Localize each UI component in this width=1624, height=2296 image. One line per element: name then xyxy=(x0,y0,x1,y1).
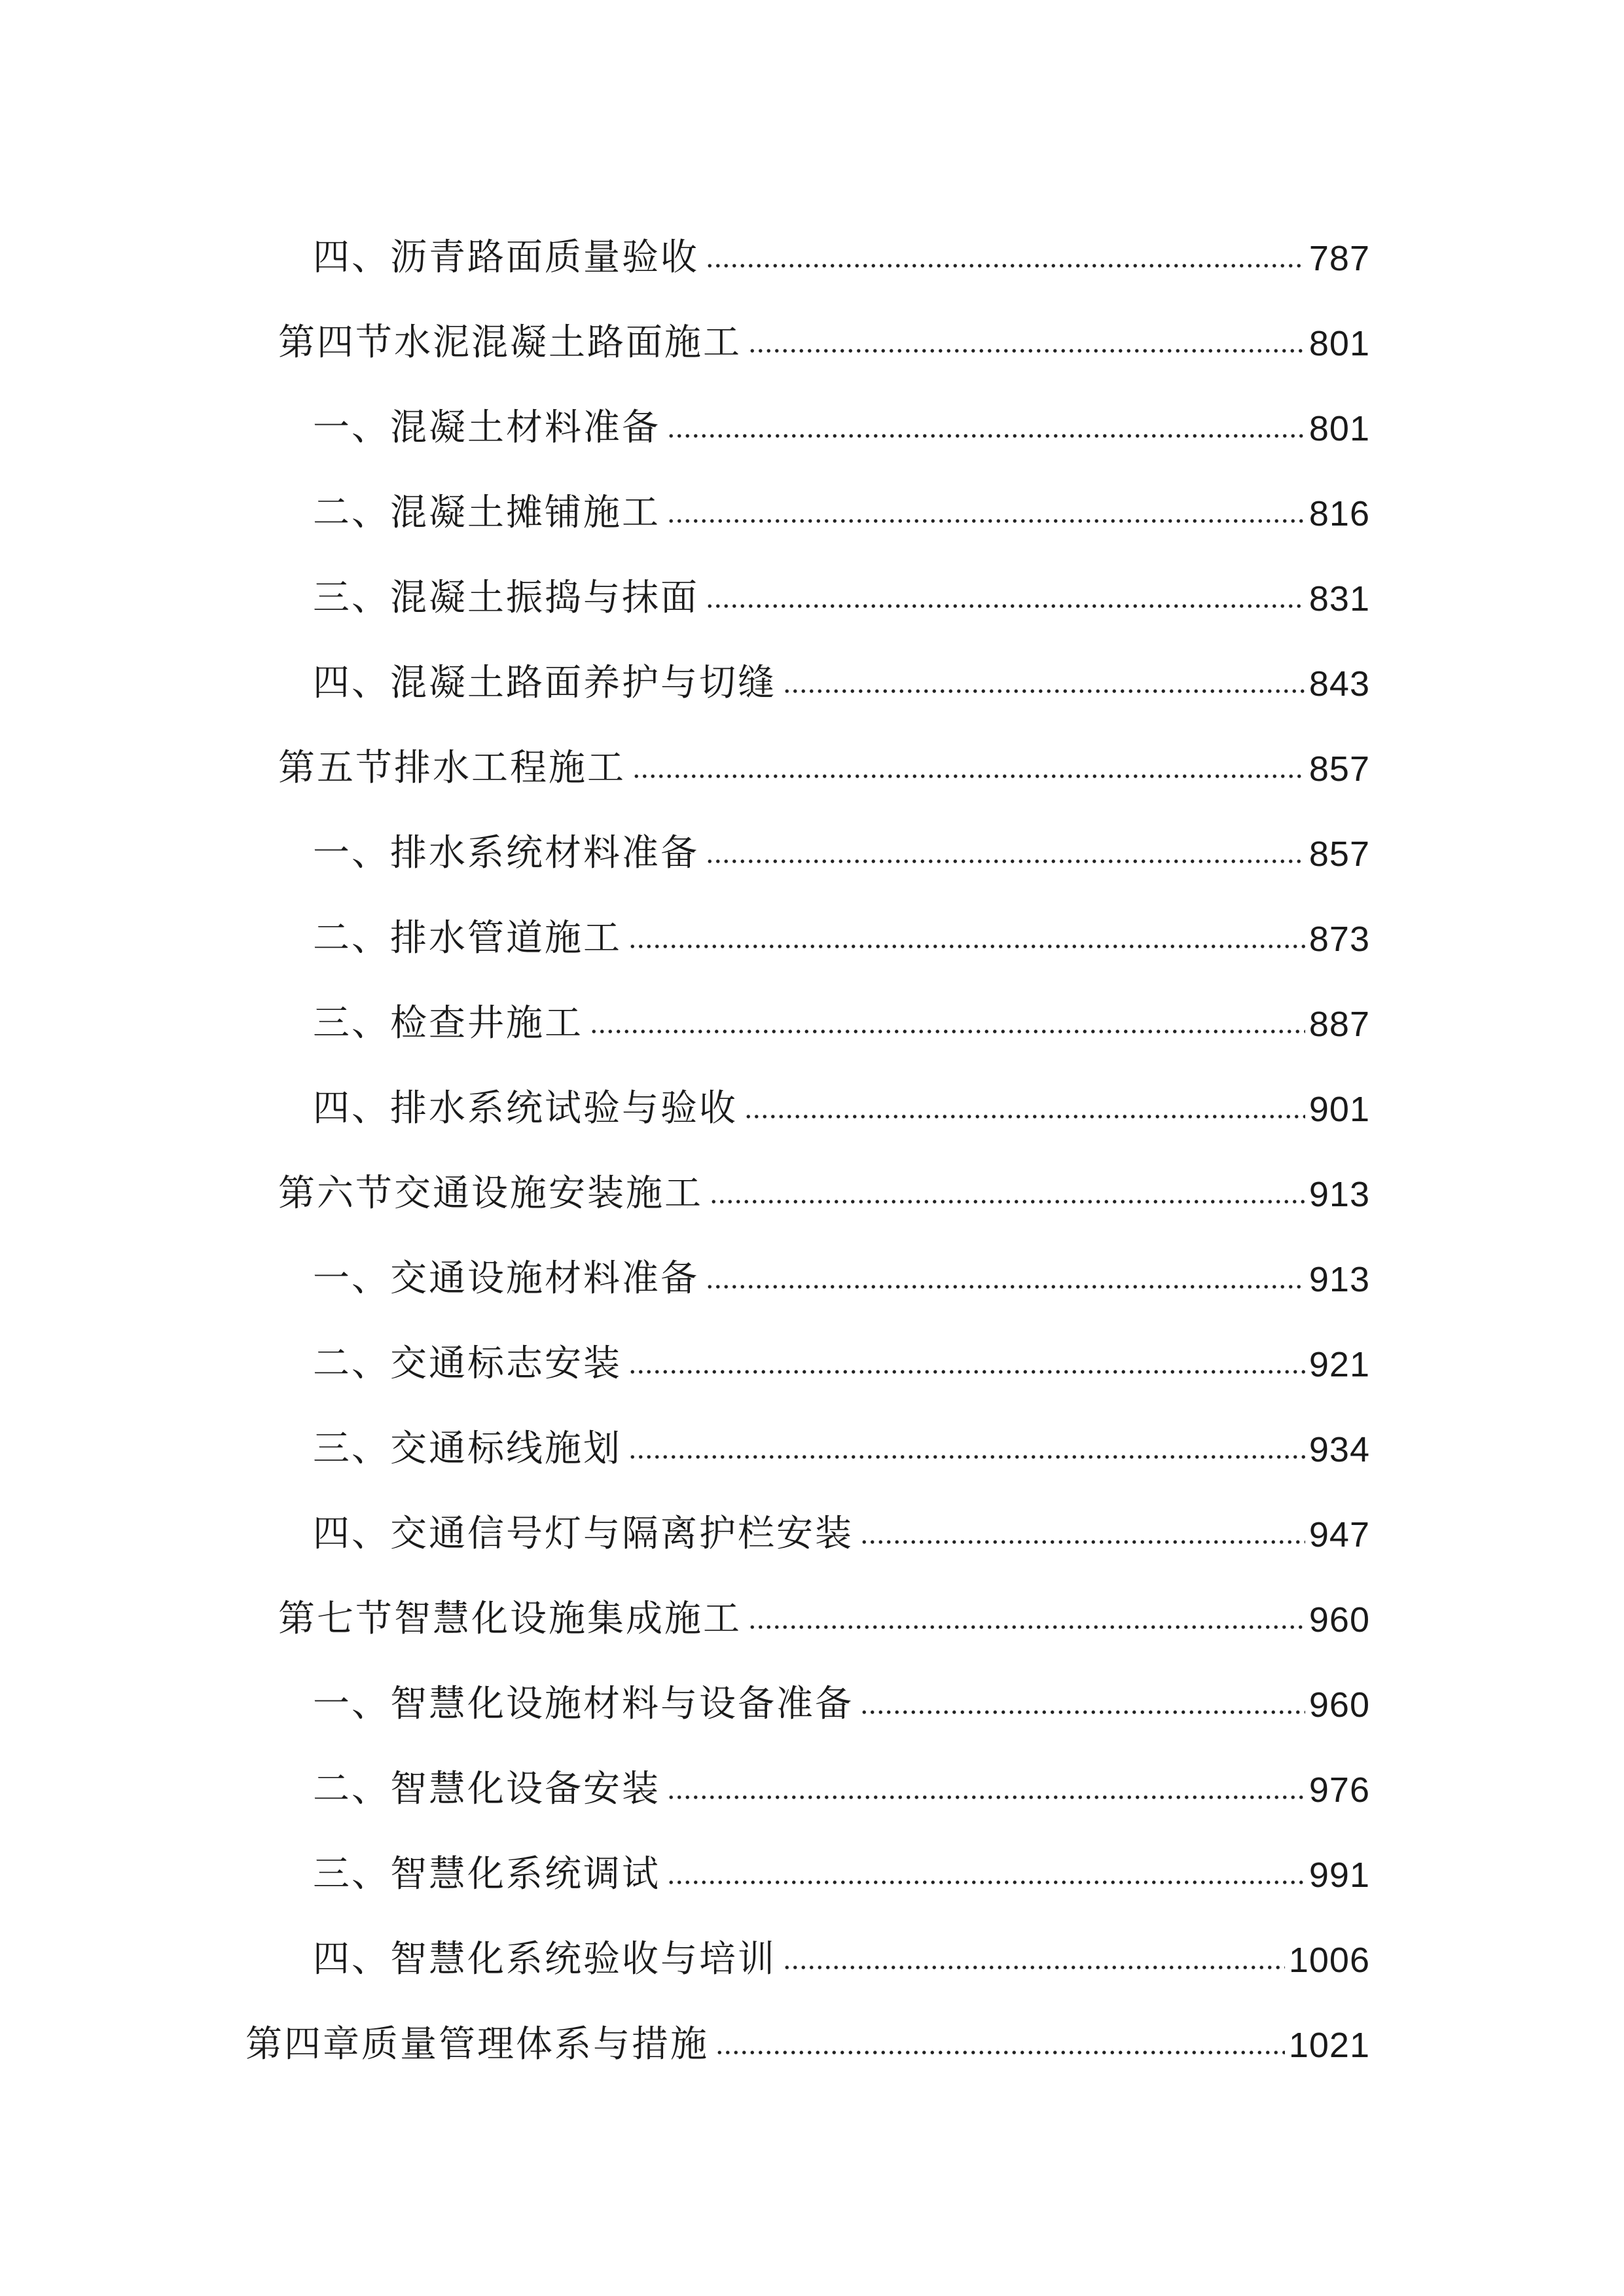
toc-entry-page-number: 1021 xyxy=(1288,2026,1370,2065)
toc-entry-page-number: 857 xyxy=(1308,749,1370,789)
toc-entry[interactable] xyxy=(313,1232,1370,1300)
toc-entry-title: 四、沥青路面质量验收 xyxy=(313,236,699,279)
dot-leader xyxy=(748,1624,1305,1630)
dot-leader xyxy=(667,1880,1305,1885)
toc-entry-page-number: 960 xyxy=(1308,1685,1370,1725)
toc-entry-page-number: 934 xyxy=(1308,1430,1370,1469)
toc-entry-title: 四、排水系统试验与验收 xyxy=(313,1087,738,1130)
dot-leader xyxy=(715,2050,1285,2055)
toc-entry-page-number: 873 xyxy=(1308,920,1370,959)
toc-entry[interactable] xyxy=(278,721,1370,787)
toc-entry-page-number: 921 xyxy=(1308,1345,1370,1384)
toc-entry-page-number: 1006 xyxy=(1288,1941,1370,1980)
toc-entry-page-number: 857 xyxy=(1308,834,1370,874)
toc-entry-page-number: 887 xyxy=(1308,1005,1370,1044)
dot-leader xyxy=(706,603,1305,609)
toc-entry-title: 三、检查井施工 xyxy=(313,1002,583,1045)
toc-entry-title: 一、智慧化设施材料与设备准备 xyxy=(313,1683,854,1725)
toc-entry[interactable] xyxy=(313,1912,1370,1981)
dot-leader xyxy=(628,1454,1305,1460)
toc-entry-title: 一、交通设施材料准备 xyxy=(313,1257,699,1300)
dot-leader xyxy=(667,433,1305,439)
toc-entry-page-number: 787 xyxy=(1308,239,1370,278)
dot-leader xyxy=(590,1029,1305,1034)
toc-entry-title: 一、混凝土材料准备 xyxy=(313,406,660,449)
toc-entry-page-number: 901 xyxy=(1308,1090,1370,1129)
toc-entry-page-number: 913 xyxy=(1308,1260,1370,1299)
toc-entry[interactable] xyxy=(313,1827,1370,1893)
toc-entry-page-number: 843 xyxy=(1308,664,1370,704)
dot-leader xyxy=(706,1284,1305,1289)
toc-entry-page-number: 991 xyxy=(1308,1856,1370,1895)
dot-leader xyxy=(860,1710,1305,1715)
toc-entry-title: 二、混凝土摊铺施工 xyxy=(313,492,660,534)
toc-entry[interactable] xyxy=(313,1487,1370,1555)
toc-entry-title: 二、排水管道施工 xyxy=(313,917,622,960)
toc-entry[interactable] xyxy=(245,1998,1370,2066)
toc-entry-title: 三、交通标线施划 xyxy=(313,1427,622,1470)
dot-leader xyxy=(628,944,1305,949)
dot-leader xyxy=(632,774,1305,779)
toc-entry-title: 三、智慧化系统调试 xyxy=(313,1853,660,1895)
toc-entry[interactable] xyxy=(313,381,1370,449)
dot-leader xyxy=(710,1199,1305,1204)
toc-entry-title: 第四节水泥混凝土路面施工 xyxy=(278,321,742,364)
dot-leader xyxy=(628,1369,1305,1374)
toc-entry-page-number: 913 xyxy=(1308,1175,1370,1214)
toc-entry-page-number: 976 xyxy=(1308,1770,1370,1810)
toc-entry[interactable] xyxy=(313,806,1370,872)
toc-entry[interactable] xyxy=(313,1742,1370,1808)
toc-entry-title: 三、混凝土振捣与抹面 xyxy=(313,577,699,619)
toc-entry-page-number: 831 xyxy=(1308,579,1370,619)
toc-entry[interactable] xyxy=(313,1402,1370,1470)
toc-entry-title: 一、排水系统材料准备 xyxy=(313,832,699,874)
toc-entry-title: 四、智慧化系统验收与培训 xyxy=(313,1938,776,1981)
dot-leader xyxy=(783,1965,1285,1970)
toc-entry-title: 第六节交通设施安装施工 xyxy=(278,1172,703,1215)
toc-entry[interactable] xyxy=(313,551,1370,617)
toc-entry-page-number: 947 xyxy=(1308,1515,1370,1554)
toc-entry-page-number: 801 xyxy=(1308,324,1370,363)
toc-entry-page-number: 801 xyxy=(1308,409,1370,448)
toc-entry[interactable] xyxy=(313,211,1370,279)
dot-leader xyxy=(667,1795,1305,1800)
toc-entry-title: 第四章质量管理体系与措施 xyxy=(245,2023,709,2066)
toc-entry-title: 第五节排水工程施工 xyxy=(278,747,626,789)
toc-entry-title: 二、智慧化设备安装 xyxy=(313,1768,660,1810)
toc-entry[interactable] xyxy=(313,891,1370,960)
dot-leader xyxy=(667,518,1305,524)
toc-entry-page-number: 816 xyxy=(1308,494,1370,533)
toc-entry[interactable] xyxy=(278,1147,1370,1215)
dot-leader xyxy=(748,348,1305,353)
toc-entry[interactable] xyxy=(313,636,1370,702)
toc-entry[interactable] xyxy=(313,977,1370,1045)
toc-entry-title: 四、混凝土路面养护与切缝 xyxy=(313,662,776,704)
dot-leader xyxy=(860,1539,1305,1545)
toc-entry[interactable] xyxy=(278,296,1370,364)
toc-entry[interactable] xyxy=(313,1317,1370,1385)
dot-leader xyxy=(706,859,1305,864)
toc-entry-title: 二、交通标志安装 xyxy=(313,1342,622,1385)
toc-entry-title: 第七节智慧化设施集成施工 xyxy=(278,1598,742,1640)
dot-leader xyxy=(744,1114,1305,1119)
toc-entry[interactable] xyxy=(313,466,1370,534)
dot-leader xyxy=(783,689,1305,694)
toc-entry-page-number: 960 xyxy=(1308,1600,1370,1640)
toc-entry[interactable] xyxy=(313,1657,1370,1723)
toc-entry-title: 四、交通信号灯与隔离护栏安装 xyxy=(313,1513,854,1555)
dot-leader xyxy=(706,263,1305,268)
toc-entry[interactable] xyxy=(313,1062,1370,1130)
toc-entry[interactable] xyxy=(278,1572,1370,1638)
